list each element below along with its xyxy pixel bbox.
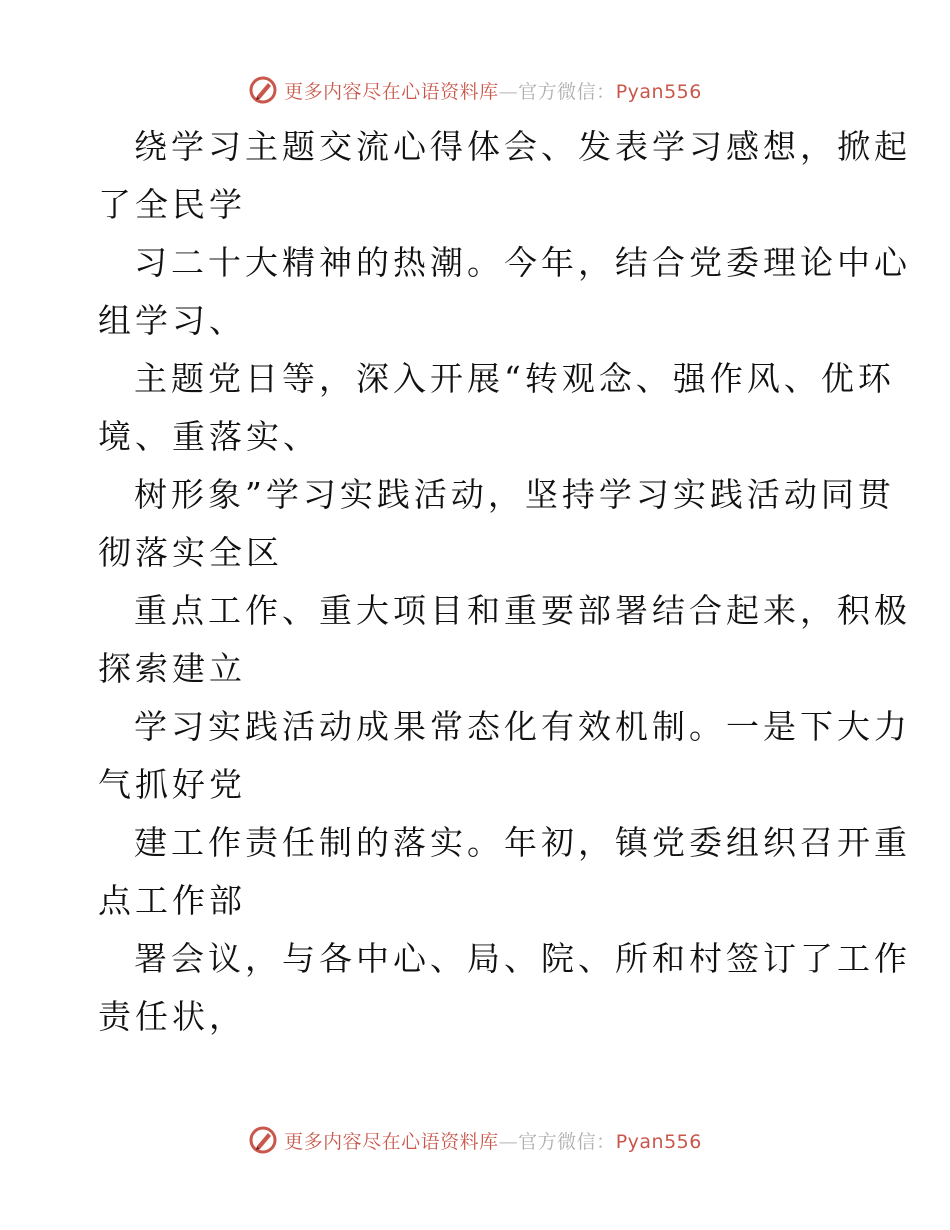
- paragraph: 重点工作、重大项目和重要部署结合起来，积极 探索建立: [98, 591, 911, 688]
- document-body: [98, 118, 911, 1046]
- header-watermark: [0, 70, 950, 110]
- paragraph: 绕学习主题交流心得体会、发表学习感想，掀起 了全民学: [98, 127, 911, 224]
- pen-logo-icon: [248, 75, 278, 105]
- paragraph: 署会议，与各中心、局、院、所和村签订了工作 责任状，: [98, 939, 911, 1036]
- pen-logo-icon: [248, 1125, 278, 1155]
- paragraph: 主题党日等，深入开展“转观念、强作风、优环 境、重落实、: [98, 359, 895, 456]
- footer-watermark-text: 更多内容尽在心语资料库—官方微信：Pyan556: [284, 1130, 702, 1153]
- footer-watermark: [0, 1120, 950, 1160]
- paragraph: 建工作责任制的落实。年初，镇党委组织召开重 点工作部: [98, 823, 911, 920]
- paragraph: 树形象”学习实践活动，坚持学习实践活动同贯 彻落实全区: [98, 475, 895, 572]
- header-watermark-text: 更多内容尽在心语资料库—官方微信：Pyan556: [284, 80, 702, 103]
- paragraph: 习二十大精神的热潮。今年，结合党委理论中心 组学习、: [98, 243, 911, 340]
- paragraph: 学习实践活动成果常态化有效机制。一是下大力 气抓好党: [98, 707, 911, 804]
